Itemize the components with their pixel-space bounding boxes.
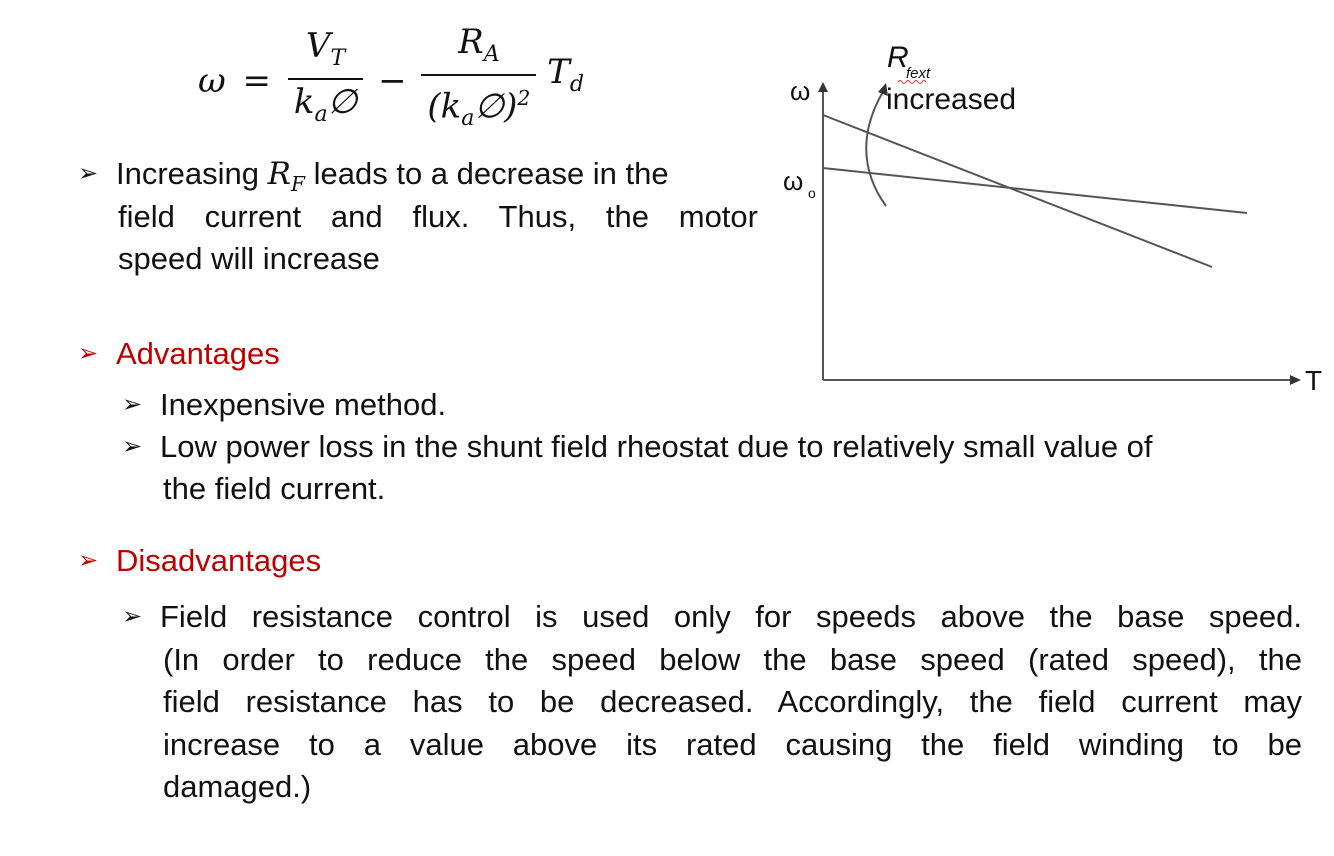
omega-axis-label: ω: [790, 76, 811, 106]
equals-sign: =: [242, 60, 272, 101]
intro-line3: speed will increase: [118, 241, 380, 276]
den2-sup: 2: [517, 85, 531, 110]
rfext-symbol: R: [887, 41, 909, 74]
intro-text-1: Increasing: [116, 156, 260, 191]
num1: V: [305, 26, 331, 67]
disadvantage-line-4: increase to a value above its rated causing the field winding to be: [163, 727, 1302, 762]
advantages-heading: ➢ Advantages: [78, 333, 280, 375]
fraction-2: [421, 22, 536, 140]
disadvantage-line-1: ➢ Field resistance control is used only for speeds above the base speed.: [122, 596, 1302, 638]
speed-line-increased: [823, 115, 1212, 267]
den1-sub: a: [314, 100, 328, 127]
disadvantage-line-2: (In order to reduce the speed below the base speed (rated speed), the: [163, 642, 1302, 677]
increased-label: increased: [886, 83, 1017, 116]
intro-text-2: leads to a decrease in the: [313, 156, 669, 191]
rf-symbol: $R_F$: [267, 156, 305, 197]
omega-symbol: ω: [198, 60, 226, 101]
y-axis-arrowhead: [818, 82, 828, 92]
advantage-item-1: ➢ Inexpensive method.: [122, 384, 446, 426]
disadvantages-heading: ➢ Disadvantages: [78, 540, 321, 582]
speed-torque-diagram: [760, 30, 1334, 400]
disadvantage-line-5: damaged.): [163, 769, 312, 804]
rfext-subscript: fext: [906, 65, 931, 82]
bullet-arrow-icon: ➢: [122, 391, 143, 418]
num2-sub: A: [483, 40, 500, 67]
fraction-1: [288, 26, 363, 136]
omega-o-label: ω: [783, 166, 804, 196]
den2: (k: [427, 86, 462, 127]
advantage-item-2: ➢ Low power loss in the shunt field rheostat due to relatively small value of: [122, 426, 1153, 468]
den1: k: [293, 81, 315, 122]
speed-equation: [198, 22, 584, 140]
intro-line2: field current and flux. Thus, the motor: [118, 199, 758, 234]
increase-curved-arrow: [866, 90, 886, 206]
bullet-arrow-icon: ➢: [78, 340, 99, 367]
den2-tail: ∅): [474, 86, 518, 127]
den1-tail: ∅: [327, 81, 358, 122]
advantage-item-2-cont: the field current.: [163, 471, 386, 506]
num1-sub: T: [330, 44, 346, 71]
speed-line-original: [823, 168, 1247, 213]
x-axis-label-t: T: [1305, 365, 1323, 396]
torque-symbol: $T_d$: [547, 51, 584, 97]
den2-sub: a: [461, 104, 475, 131]
bullet-arrow-icon: ➢: [78, 160, 99, 187]
bullet-arrow-icon: ➢: [122, 433, 143, 460]
disadvantage-line-3: field resistance has to be decreased. Accordingly, the field current may: [163, 684, 1302, 719]
bullet-arrow-icon: ➢: [122, 603, 143, 630]
num2: R: [458, 22, 484, 62]
x-axis-arrowhead: [1290, 375, 1301, 385]
omega-o-subscript: o: [808, 185, 816, 201]
minus-sign: −: [378, 60, 407, 101]
bullet-arrow-icon: ➢: [78, 547, 99, 574]
